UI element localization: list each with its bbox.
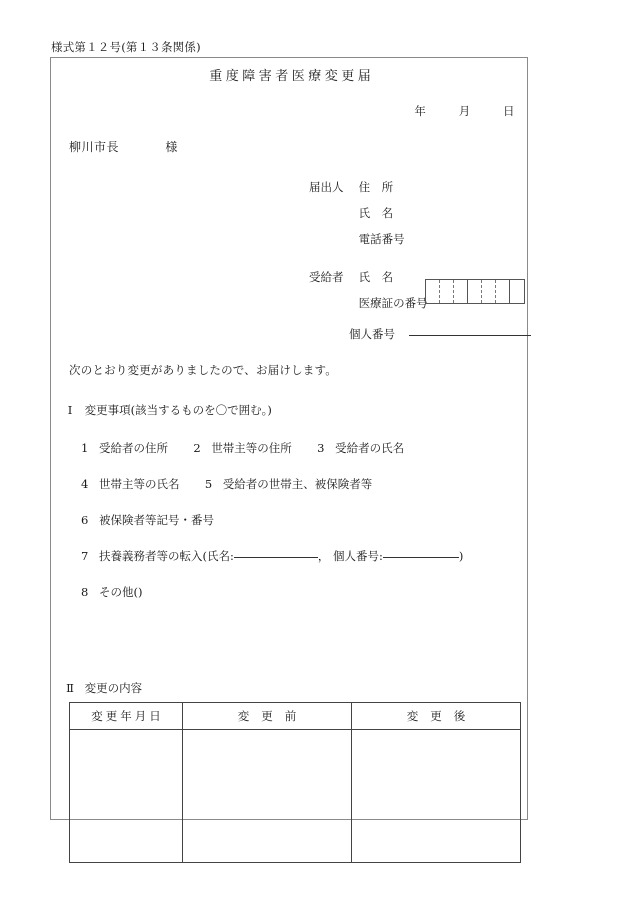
form-frame (50, 57, 528, 820)
change-item-6[interactable] (81, 512, 214, 528)
applicant-phone-row (309, 226, 405, 252)
intro-sentence: 次のとおり変更がありましたので、お届けします。 (69, 363, 337, 377)
change-details-table (69, 702, 521, 863)
change-item-2[interactable] (193, 440, 292, 456)
table-row (70, 730, 521, 863)
cert-number-label: 医療証の番号 (358, 296, 428, 310)
change-item-3[interactable] (317, 440, 404, 456)
column-header-before: 変更前 (183, 703, 352, 730)
date-line (414, 103, 515, 119)
cell-before[interactable] (183, 730, 352, 863)
change-item-2-index: 2 (193, 441, 201, 455)
recipient-name-label: 氏 名 (358, 270, 394, 284)
section-1-title: 変更事項(該当するものを〇で囲む。) (84, 403, 272, 417)
change-item-8-index: 8 (81, 585, 89, 599)
change-items-row-5 (81, 584, 521, 620)
change-item-7-index: 7 (81, 549, 89, 563)
change-item-7-mynumber-input[interactable] (383, 557, 459, 558)
change-item-5[interactable] (205, 476, 373, 492)
change-items-list (81, 440, 521, 620)
cert-number-cell[interactable] (468, 280, 482, 303)
change-item-7-separator: ， (317, 549, 330, 563)
cell-after[interactable] (352, 730, 521, 863)
applicant-lead-label: 届出人 (309, 180, 344, 194)
recipient-block (309, 264, 428, 316)
change-items-row-1 (81, 440, 521, 476)
table-header-row (70, 703, 521, 730)
date-month-label: 月 (458, 104, 471, 118)
applicant-name-row (309, 200, 405, 226)
change-item-7-prefix: 扶養義務者等の転入(氏名: (99, 549, 234, 563)
change-item-4-index: 4 (81, 477, 89, 491)
change-items-row-3 (81, 512, 521, 548)
change-item-8-prefix: その他( (99, 585, 138, 599)
applicant-block (309, 174, 405, 252)
cert-number-cell[interactable] (426, 280, 440, 303)
cert-number-cell[interactable] (440, 280, 454, 303)
change-item-4-label: 世帯主等の氏名 (99, 477, 180, 491)
section-1-heading (59, 402, 272, 418)
recipient-name-row (309, 264, 428, 290)
applicant-name-label: 氏 名 (358, 206, 394, 220)
addressee-honorific: 様 (165, 140, 178, 154)
change-items-row-4 (81, 548, 521, 584)
form-number-label: 様式第１２号(第１３条関係) (51, 40, 201, 54)
addressee-office: 柳川市長 (69, 140, 120, 154)
individual-number-label: 個人番号 (349, 327, 395, 341)
change-item-7-name-input[interactable] (234, 557, 318, 558)
change-items-row-2 (81, 476, 521, 512)
change-item-1-label: 受給者の住所 (99, 441, 168, 455)
applicant-phone-label: 電話番号 (358, 232, 405, 246)
applicant-address-label: 住 所 (358, 180, 394, 194)
applicant-address-row (309, 174, 405, 200)
date-year-label: 年 (414, 104, 427, 118)
individual-number-input[interactable] (409, 335, 531, 336)
cert-number-boxes[interactable] (425, 279, 525, 304)
section-2-heading (59, 680, 142, 696)
section-2-marker: Ⅱ (66, 681, 74, 695)
cert-number-cell[interactable] (510, 280, 524, 303)
change-item-7-mynumber-label: 個人番号: (333, 549, 383, 563)
change-item-5-index: 5 (204, 477, 213, 491)
change-item-7[interactable] (81, 548, 463, 564)
cell-change-date[interactable] (70, 730, 183, 863)
change-item-8[interactable] (81, 584, 143, 600)
change-item-2-label: 世帯主等の住所 (211, 441, 292, 455)
change-item-4[interactable] (81, 476, 180, 492)
change-item-6-label: 被保険者等記号・番号 (99, 513, 214, 527)
change-item-1[interactable] (81, 440, 168, 456)
change-item-5-label: 受給者の世帯主、被保険者等 (222, 477, 373, 491)
date-day-label: 日 (503, 104, 515, 118)
individual-number-row (349, 326, 531, 342)
change-item-7-suffix: ) (458, 549, 464, 563)
change-item-1-index: 1 (81, 441, 89, 455)
section-1-marker: Ⅰ (67, 403, 73, 417)
page-title: 重度障害者医療変更届 (209, 69, 375, 84)
addressee (69, 138, 178, 155)
cert-number-cell[interactable] (496, 280, 510, 303)
change-item-3-index: 3 (317, 441, 325, 455)
column-header-after: 変更後 (352, 703, 521, 730)
recipient-cert-row (309, 290, 428, 316)
cert-number-cell[interactable] (482, 280, 496, 303)
column-header-change-date: 変更年月日 (70, 703, 183, 730)
section-2-title: 変更の内容 (84, 681, 143, 695)
change-item-3-label: 受給者の氏名 (335, 441, 405, 455)
cert-number-cell[interactable] (454, 280, 468, 303)
change-item-6-index: 6 (81, 513, 89, 527)
recipient-lead-label: 受給者 (309, 270, 344, 284)
change-item-8-suffix: ) (138, 585, 143, 599)
